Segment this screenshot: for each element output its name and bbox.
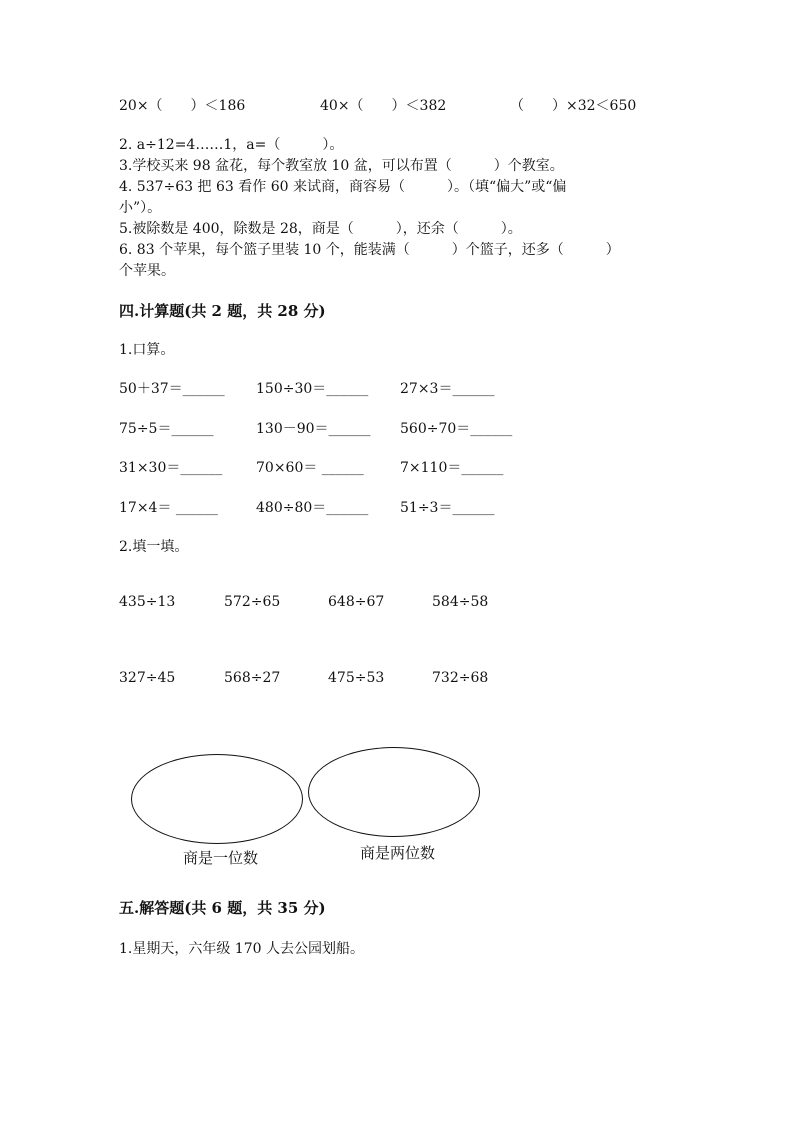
calc-r2-c1: 75÷5＝______ — [119, 421, 214, 437]
section-5-q1: 1.星期天，六年级 170 人去公园划船。 — [119, 941, 364, 957]
calc-r3-c3: 7×110＝______ — [400, 460, 504, 476]
division-1-3: 648÷67 — [328, 594, 385, 610]
section-5-title: 五.解答题(共 6 题，共 35 分) — [119, 899, 326, 917]
calc-r4-c1: 17×4＝ ______ — [119, 500, 218, 516]
calc-r3-c1: 31×30＝______ — [119, 460, 223, 476]
division-2-2: 568÷27 — [224, 670, 281, 686]
question-6-cont: 个苹果。 — [119, 263, 175, 279]
division-1-1: 435÷13 — [119, 594, 176, 610]
division-2-1: 327÷45 — [119, 670, 176, 686]
oval-label-two-digit: 商是两位数 — [360, 844, 436, 862]
division-2-4: 732÷68 — [432, 670, 489, 686]
division-1-2: 572÷65 — [224, 594, 281, 610]
question-2: 2. a÷12=4……1，a=（ ）。 — [119, 137, 344, 153]
calc-r1-c1: 50＋37＝______ — [119, 381, 225, 397]
oval-label-single-digit: 商是一位数 — [183, 849, 259, 867]
calc-r3-c2: 70×60＝ ______ — [256, 460, 364, 476]
section-4-q2: 2.填一填。 — [119, 539, 189, 555]
inequality-2: 40×（ ）＜382 — [320, 98, 447, 114]
inequality-3: （ ）×32＜650 — [510, 98, 637, 114]
oval-two-digit — [308, 747, 480, 837]
question-4: 4. 537÷63 把 63 看作 60 来试商，商容易（ ）。（填“偏大”或“偏 — [119, 179, 567, 195]
calc-r4-c2: 480÷80＝______ — [256, 500, 369, 516]
question-3: 3.学校买来 98 盆花，每个教室放 10 盆，可以布置（ ）个教室。 — [119, 158, 564, 174]
question-4-cont: 小”）。 — [119, 200, 162, 216]
calc-r1-c3: 27×3＝______ — [400, 381, 495, 397]
calc-r4-c3: 51÷3＝______ — [400, 500, 495, 516]
inequality-1: 20×（ ）＜186 — [119, 98, 246, 114]
division-1-4: 584÷58 — [432, 594, 489, 610]
division-2-3: 475÷53 — [328, 670, 385, 686]
calc-r1-c2: 150÷30＝______ — [256, 381, 369, 397]
question-5: 5.被除数是 400，除数是 28，商是（ ），还余（ ）。 — [119, 221, 522, 237]
calc-r2-c2: 130－90＝______ — [256, 421, 371, 437]
oval-single-digit — [131, 754, 303, 844]
question-6: 6. 83 个苹果，每个篮子里装 10 个，能装满（ ）个篮子，还多（ ） — [119, 242, 620, 258]
section-4-title: 四.计算题(共 2 题，共 28 分) — [119, 302, 326, 320]
calc-r2-c3: 560÷70＝______ — [400, 421, 513, 437]
section-4-q1: 1.口算。 — [119, 342, 175, 358]
